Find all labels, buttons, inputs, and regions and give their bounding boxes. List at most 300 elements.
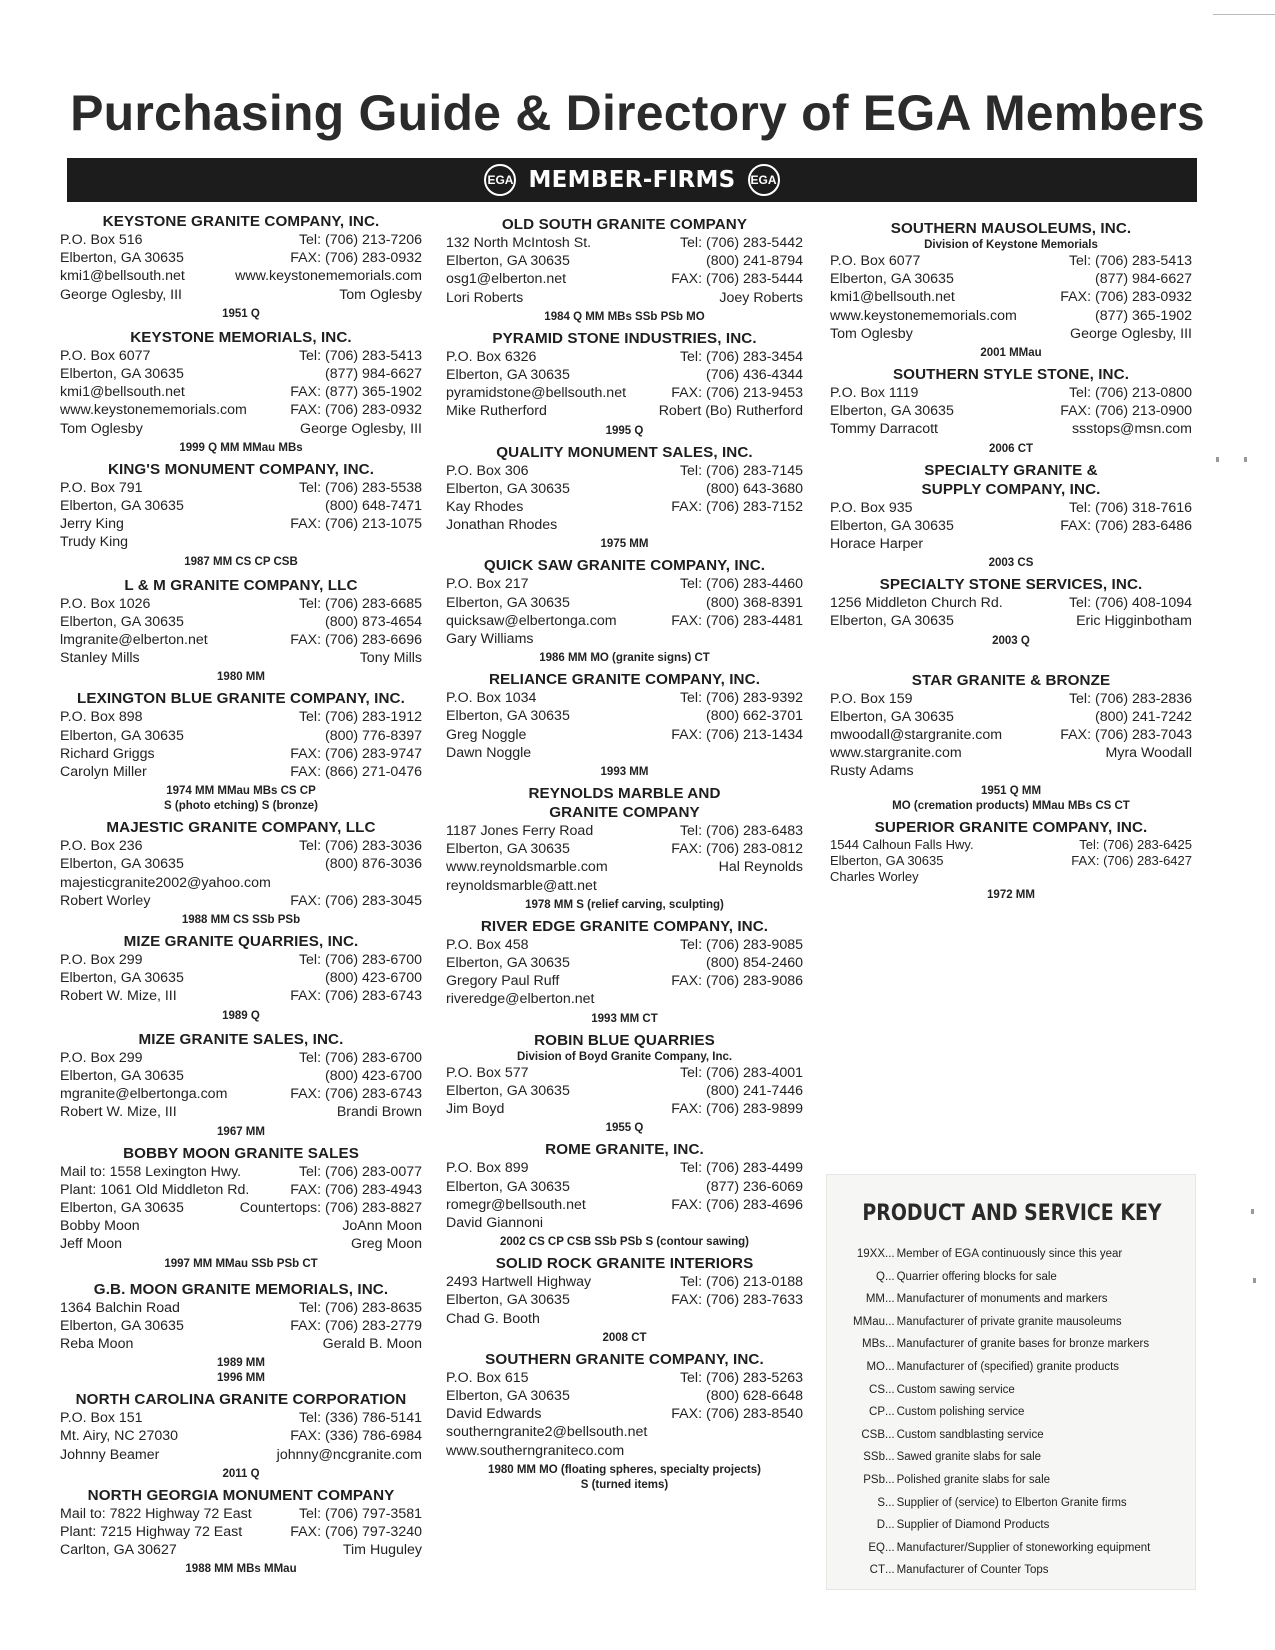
member-codes: 1980 MM xyxy=(217,671,265,684)
member-codes: 1993 MM xyxy=(600,766,649,779)
firm-name-line-2: SUPPLY COMPANY, INC. xyxy=(921,480,1101,498)
contact-right: Tony Mills xyxy=(359,650,422,667)
contact-left: Elberton, GA 30635 xyxy=(446,955,570,972)
key-description: Quarrier offering blocks for sale xyxy=(896,1270,1057,1283)
contact-line xyxy=(60,1523,422,1541)
firm-name: SOLID ROCK GRANITE INTERIORS xyxy=(495,1255,754,1273)
contact-line xyxy=(446,1442,803,1460)
contact-line xyxy=(60,231,422,249)
contact-line xyxy=(830,708,1192,726)
contact-left: Carlton, GA 30627 xyxy=(60,1542,177,1559)
member-codes: 2003 CS xyxy=(988,557,1034,570)
contact-left: P.O. Box 458 xyxy=(446,936,529,953)
contact-line xyxy=(60,1299,422,1317)
key-code: MMau xyxy=(853,1315,885,1328)
firm-name: OLD SOUTH GRANITE COMPANY xyxy=(501,216,748,233)
firm-name: RIVER EDGE GRANITE COMPANY, INC. xyxy=(480,917,769,935)
contact-left: Elberton, GA 30635 xyxy=(60,1199,184,1216)
contact-line xyxy=(830,837,1192,853)
contact-right: (877) 365-1902 xyxy=(1094,307,1192,324)
firm-name: KING'S MONUMENT COMPANY, INC. xyxy=(107,460,375,478)
key-dots: ... xyxy=(885,1338,895,1351)
contact-line xyxy=(830,384,1192,402)
contact-line xyxy=(446,234,803,252)
contact-line xyxy=(60,837,422,855)
contact-line xyxy=(830,594,1192,612)
scan-speck xyxy=(1244,457,1247,462)
contact-right: Hal Reynolds xyxy=(718,859,803,876)
contact-left: Bobby Moon xyxy=(60,1218,140,1235)
firm-entry xyxy=(60,328,422,456)
contact-line xyxy=(446,936,803,954)
key-dots: ... xyxy=(885,1406,895,1419)
firm-name: PYRAMID STONE INDUSTRIES, INC. xyxy=(492,329,757,347)
contact-line xyxy=(446,1387,803,1405)
key-code: CS xyxy=(869,1383,885,1396)
member-codes: 1995 Q xyxy=(605,424,644,437)
contact-left: Elberton, GA 30635 xyxy=(830,708,954,725)
contact-left: pyramidstone@bellsouth.net xyxy=(446,385,627,402)
firm-entry xyxy=(446,443,803,553)
contact-line xyxy=(60,969,422,987)
key-description: Manufacturer of (specified) granite products xyxy=(896,1360,1120,1373)
firm-name: ROME GRANITE, INC. xyxy=(545,1141,704,1159)
member-codes: 2002 CS CP CSB SSb PSb S (contour sawing) xyxy=(499,1236,749,1249)
contact-left: www.reynoldsmarble.com xyxy=(446,859,608,876)
firm-entry xyxy=(830,365,1192,457)
contact-left: Charles Worley xyxy=(830,868,919,884)
key-item xyxy=(827,1243,1197,1266)
contact-line xyxy=(446,1064,803,1082)
contact-right: FAX: (706) 283-0932 xyxy=(290,250,422,267)
contact-right: (800) 423-6700 xyxy=(324,1067,422,1084)
contact-right: (877) 236-6069 xyxy=(705,1178,803,1195)
member-codes: 1974 MM MMau MBs CS CP xyxy=(166,785,316,798)
member-codes: 2011 Q xyxy=(222,1467,260,1480)
contact-line xyxy=(60,987,422,1005)
firm-entry xyxy=(446,1254,803,1346)
contact-line xyxy=(446,1423,803,1441)
firm-name: G.B. MOON GRANITE MEMORIALS, INC. xyxy=(93,1280,389,1298)
contact-left: P.O. Box 615 xyxy=(446,1369,529,1386)
contact-left: P.O. Box 899 xyxy=(446,1160,529,1177)
contact-line xyxy=(60,1067,422,1085)
key-code: MO xyxy=(866,1360,885,1373)
contact-line xyxy=(60,1446,422,1464)
firm-entry xyxy=(446,329,803,439)
contact-right: Countertops: (706) 283-8827 xyxy=(239,1199,422,1216)
firm-entry xyxy=(446,784,803,913)
contact-left: Mike Rutherford xyxy=(446,403,547,420)
contact-left: Richard Griggs xyxy=(60,745,155,762)
key-description: Sawed granite slabs for sale xyxy=(896,1451,1042,1464)
contact-line xyxy=(60,1103,422,1121)
key-item xyxy=(827,1288,1197,1311)
firm-entry xyxy=(60,1390,422,1482)
firm-entry xyxy=(446,1031,803,1137)
contact-line xyxy=(830,762,1192,780)
firm-name: SUPERIOR GRANITE COMPANY, INC. xyxy=(874,818,1148,836)
firm-entry xyxy=(830,671,1192,814)
product-service-key xyxy=(826,1174,1196,1590)
contact-line xyxy=(830,252,1192,270)
contact-line xyxy=(446,575,803,593)
firm-name: BOBBY MOON GRANITE SALES xyxy=(123,1144,359,1162)
contact-right: Tel: (706) 283-8635 xyxy=(298,1299,422,1316)
contact-left: Rusty Adams xyxy=(830,763,914,780)
key-dots: ... xyxy=(885,1360,895,1373)
contact-line xyxy=(830,402,1192,420)
member-codes: 2008 CT xyxy=(602,1331,647,1344)
member-codes: 1972 MM xyxy=(987,888,1035,901)
contact-right: Tel: (706) 283-9392 xyxy=(679,690,803,707)
contact-right: George Oglesby, III xyxy=(300,420,422,437)
contact-line xyxy=(60,533,422,551)
key-code: PSb xyxy=(863,1473,885,1486)
contact-line xyxy=(60,1199,422,1217)
contact-left: P.O. Box 791 xyxy=(60,479,143,496)
contact-left: Reba Moon xyxy=(60,1335,134,1352)
contact-right: FAX: (706) 283-3045 xyxy=(290,892,422,909)
contact-left: P.O. Box 935 xyxy=(830,499,913,516)
firm-entry xyxy=(60,576,422,686)
contact-left: Elberton, GA 30635 xyxy=(60,1067,184,1084)
contact-line xyxy=(830,726,1192,744)
contact-line xyxy=(60,401,422,419)
contact-left: P.O. Box 6077 xyxy=(60,347,151,364)
contact-right: Tim Huguley xyxy=(342,1542,422,1559)
contact-line xyxy=(60,1541,422,1559)
firm-entry xyxy=(446,1350,803,1493)
key-dots: ... xyxy=(885,1383,895,1396)
scan-speck xyxy=(1251,1209,1254,1214)
contact-left: Jeff Moon xyxy=(60,1236,123,1253)
contact-right: FAX: (706) 283-8540 xyxy=(671,1406,803,1423)
firm-entry xyxy=(830,461,1192,572)
contact-right: (800) 854-2460 xyxy=(705,955,803,972)
firm-entry xyxy=(60,1144,422,1272)
contact-right: (800) 241-7446 xyxy=(705,1082,803,1099)
contact-right: Tel: (706) 283-6483 xyxy=(679,823,803,840)
member-codes: MO (cremation products) MMau MBs CS CT xyxy=(892,799,1130,812)
contact-right: FAX: (706) 283-6743 xyxy=(290,988,422,1005)
contact-right: Tel: (706) 283-4499 xyxy=(679,1160,803,1177)
contact-right: FAX: (706) 283-7152 xyxy=(671,499,803,516)
contact-left: P.O. Box 159 xyxy=(830,690,913,707)
contact-line xyxy=(60,708,422,726)
contact-left: Carolyn Miller xyxy=(60,764,147,781)
key-item xyxy=(827,1537,1197,1560)
contact-left: Trudy King xyxy=(60,534,129,551)
contact-line xyxy=(446,840,803,858)
contact-line xyxy=(446,1369,803,1387)
contact-left: www.keystonememorials.com xyxy=(60,402,247,419)
contact-right: Tel: (706) 283-2836 xyxy=(1068,690,1192,707)
key-dots: ... xyxy=(885,1270,895,1283)
firm-name: KEYSTONE GRANITE COMPANY, INC. xyxy=(102,213,380,230)
member-codes: 1999 Q MM MMau MBs xyxy=(179,441,303,454)
contact-right: FAX: (706) 213-9453 xyxy=(671,385,803,402)
member-codes: 1955 Q xyxy=(605,1122,644,1135)
contact-right: FAX: (706) 283-7633 xyxy=(671,1292,803,1309)
contact-right: Tel: (706) 283-6700 xyxy=(298,952,422,969)
contact-line xyxy=(446,384,803,402)
contact-left: Elberton, GA 30635 xyxy=(60,970,184,987)
contact-line xyxy=(446,1178,803,1196)
contact-left: Elberton, GA 30635 xyxy=(830,271,954,288)
firm-entry xyxy=(446,215,803,325)
contact-line xyxy=(446,270,803,288)
contact-left: Elberton, GA 30635 xyxy=(446,1082,570,1099)
key-description: Polished granite slabs for sale xyxy=(896,1473,1051,1486)
contact-line xyxy=(446,462,803,480)
contact-line xyxy=(830,288,1192,306)
contact-left: Elberton, GA 30635 xyxy=(830,403,954,420)
contact-left: Stanley Mills xyxy=(60,650,140,667)
contact-right: Eric Higginbotham xyxy=(1076,613,1192,630)
key-item xyxy=(827,1401,1197,1424)
key-dots: ... xyxy=(885,1293,895,1306)
contact-right: FAX: (336) 786-6984 xyxy=(290,1428,422,1445)
contact-right: (877) 984-6627 xyxy=(1094,271,1192,288)
contact-left: Kay Rhodes xyxy=(446,499,524,516)
contact-right: FAX: (706) 283-6696 xyxy=(290,632,422,649)
key-item xyxy=(827,1266,1197,1289)
member-codes: 1989 MM xyxy=(217,1357,265,1370)
contact-right: FAX: (706) 283-7043 xyxy=(1060,727,1192,744)
contact-right: Joey Roberts xyxy=(719,289,803,306)
contact-right: JoAnn Moon xyxy=(342,1218,422,1235)
member-codes: 1988 MM CS SSb PSb xyxy=(181,914,301,927)
directory-column-2 xyxy=(446,215,803,1497)
contact-line xyxy=(60,649,422,667)
contact-line xyxy=(60,365,422,383)
contact-left: Jim Boyd xyxy=(446,1101,505,1118)
contact-line xyxy=(60,892,422,910)
contact-line xyxy=(60,347,422,365)
contact-right: Tel: (706) 283-6685 xyxy=(298,595,422,612)
contact-right: (800) 648-7471 xyxy=(324,498,422,515)
member-codes: 1980 MM MO (floating spheres, specialty projects) xyxy=(488,1463,761,1476)
contact-left: P.O. Box 306 xyxy=(446,462,529,479)
contact-right: FAX: (706) 283-4481 xyxy=(671,612,803,629)
contact-right: Tel: (706) 408-1094 xyxy=(1068,595,1192,612)
contact-right: Tel: (706) 283-5538 xyxy=(298,479,422,496)
key-description: Manufacturer/Supplier of stoneworking equipment xyxy=(896,1541,1151,1554)
contact-left: kmi1@bellsouth.net xyxy=(60,268,185,285)
key-code: S xyxy=(877,1496,885,1509)
contact-line xyxy=(446,744,803,762)
contact-right: Tel: (706) 213-7206 xyxy=(298,232,422,248)
contact-line xyxy=(60,1085,422,1103)
contact-line xyxy=(60,383,422,401)
contact-line xyxy=(830,420,1192,438)
contact-right: FAX: (706) 283-9747 xyxy=(290,745,422,762)
contact-left: Elberton, GA 30635 xyxy=(446,708,570,725)
contact-line xyxy=(60,497,422,515)
contact-left: Mail to: 7822 Highway 72 East xyxy=(60,1505,252,1522)
contact-right: (706) 436-4344 xyxy=(705,367,803,384)
firm-division: Division of Keystone Memorials xyxy=(924,239,1098,251)
banner-label: MEMBER-FIRMS xyxy=(528,167,736,193)
firm-name: REYNOLDS MARBLE AND xyxy=(528,785,721,803)
member-codes: 2003 Q xyxy=(992,634,1030,647)
contact-line xyxy=(60,1335,422,1353)
member-codes: S (photo etching) S (bronze) xyxy=(164,800,318,813)
contact-line xyxy=(446,990,803,1008)
contact-left: P.O. Box 898 xyxy=(60,709,143,726)
firm-entry xyxy=(60,1030,422,1140)
contact-line xyxy=(60,479,422,497)
key-description: Custom sawing service xyxy=(896,1383,1015,1396)
contact-left: Dawn Noggle xyxy=(446,744,532,761)
contact-line xyxy=(446,289,803,307)
contact-left: Mail to: 1558 Lexington Hwy. xyxy=(60,1163,242,1180)
key-code: CP xyxy=(869,1406,885,1419)
contact-right: (800) 628-6648 xyxy=(705,1387,803,1404)
contact-line xyxy=(446,1214,803,1232)
contact-line xyxy=(60,1163,422,1181)
contact-left: Elberton, GA 30635 xyxy=(446,480,570,497)
contact-left: Elberton, GA 30635 xyxy=(446,594,570,611)
contact-left: Elberton, GA 30635 xyxy=(446,841,570,858)
contact-left: David Edwards xyxy=(446,1406,542,1423)
contact-right: www.keystonememorials.com xyxy=(235,268,422,285)
contact-line xyxy=(830,853,1192,869)
contact-left: Elberton, GA 30635 xyxy=(60,856,184,873)
firm-entry xyxy=(60,689,422,814)
key-description: Custom sandblasting service xyxy=(896,1428,1044,1441)
contact-line xyxy=(830,499,1192,517)
contact-right: FAX: (706) 213-1075 xyxy=(290,516,422,533)
contact-line xyxy=(60,855,422,873)
contact-line xyxy=(60,1317,422,1335)
contact-left: P.O. Box 1119 xyxy=(830,385,919,402)
contact-line xyxy=(60,631,422,649)
contact-left: Johnny Beamer xyxy=(60,1446,160,1463)
key-dots: ... xyxy=(885,1451,895,1464)
contact-left: kmi1@bellsouth.net xyxy=(60,384,185,401)
contact-left: majesticgranite2002@yahoo.com xyxy=(60,874,271,891)
contact-line xyxy=(60,613,422,631)
contact-right: FAX: (706) 797-3240 xyxy=(290,1523,422,1540)
contact-right: Gerald B. Moon xyxy=(322,1335,422,1352)
contact-left: Horace Harper xyxy=(830,536,924,553)
key-code: Q xyxy=(876,1270,885,1283)
contact-line xyxy=(60,1049,422,1067)
contact-left: Greg Noggle xyxy=(446,726,527,743)
contact-right: (800) 241-8794 xyxy=(705,253,803,270)
contact-left: Elberton, GA 30635 xyxy=(60,366,184,383)
contact-left: Elberton, GA 30635 xyxy=(446,367,570,384)
contact-right: FAX: (706) 283-6743 xyxy=(290,1086,422,1103)
contact-left: Elberton, GA 30635 xyxy=(830,852,944,868)
directory-column-3 xyxy=(830,219,1192,907)
firm-entry xyxy=(446,670,803,780)
contact-line xyxy=(446,348,803,366)
contact-right: FAX: (706) 283-5444 xyxy=(671,271,803,288)
contact-right: Tel: (706) 283-5413 xyxy=(1068,253,1192,269)
contact-line xyxy=(60,420,422,438)
contact-line xyxy=(60,1181,422,1199)
key-description: Supplier of (service) to Elberton Granite firms xyxy=(896,1496,1127,1509)
firm-entry xyxy=(446,1140,803,1250)
firm-entry xyxy=(830,818,1192,903)
key-code: SSb xyxy=(863,1451,885,1464)
firm-name: SOUTHERN STYLE STONE, INC. xyxy=(892,366,1130,384)
key-item xyxy=(827,1492,1197,1515)
member-codes: 2006 CT xyxy=(988,442,1034,455)
contact-line xyxy=(60,745,422,763)
member-codes: 2001 MMau xyxy=(980,347,1042,360)
key-code: MBs xyxy=(862,1338,885,1351)
contact-left: Plant: 1061 Old Middleton Rd. xyxy=(60,1181,250,1198)
contact-line xyxy=(60,515,422,533)
key-dots: ... xyxy=(885,1496,895,1509)
ega-seal-icon: EGA xyxy=(484,164,516,196)
contact-left: Elberton, GA 30635 xyxy=(446,253,570,270)
contact-line xyxy=(60,727,422,745)
contact-left: osg1@elberton.net xyxy=(446,271,567,288)
key-heading: PRODUCT AND SERVICE KEY xyxy=(862,1201,1162,1226)
contact-right: ssstops@msn.com xyxy=(1071,421,1192,438)
contact-line xyxy=(446,252,803,270)
contact-line xyxy=(446,726,803,744)
contact-left: P.O. Box 6077 xyxy=(830,253,921,269)
key-dots: ... xyxy=(885,1564,895,1577)
key-item xyxy=(827,1446,1197,1469)
contact-right: Robert (Bo) Rutherford xyxy=(658,403,803,420)
contact-line xyxy=(60,763,422,781)
firm-entry xyxy=(60,818,422,928)
key-description: Member of EGA continuously since this year xyxy=(896,1248,1123,1260)
contact-left: Jonathan Rhodes xyxy=(446,517,558,534)
key-dots: ... xyxy=(885,1428,895,1441)
contact-line xyxy=(446,689,803,707)
firm-entry xyxy=(60,932,422,1024)
contact-left: P.O. Box 217 xyxy=(446,576,529,593)
contact-left: George Oglesby, III xyxy=(60,286,182,303)
contact-left: 132 North McIntosh St. xyxy=(446,235,592,251)
key-description: Supplier of Diamond Products xyxy=(896,1519,1050,1532)
contact-line xyxy=(830,744,1192,762)
contact-left: reynoldsmarble@att.net xyxy=(446,877,597,894)
member-codes: 1951 Q MM xyxy=(980,784,1042,797)
contact-left: Elberton, GA 30635 xyxy=(60,613,184,630)
contact-left: Elberton, GA 30635 xyxy=(446,1387,570,1404)
key-code: 19XX xyxy=(856,1248,885,1260)
contact-right: FAX: (706) 283-0812 xyxy=(671,841,803,858)
contact-left: Elberton, GA 30635 xyxy=(60,727,184,744)
firm-name: KEYSTONE MEMORIALS, INC. xyxy=(130,328,352,346)
firm-entry xyxy=(60,460,422,570)
key-code: CSB xyxy=(861,1428,885,1441)
key-description: Manufacturer of private granite mausoleums xyxy=(896,1315,1122,1328)
member-codes: 1993 MM CT xyxy=(591,1012,658,1025)
contact-left: Robert W. Mize, III xyxy=(60,988,177,1005)
contact-left: 1187 Jones Ferry Road xyxy=(446,823,594,840)
contact-left: lmgranite@elberton.net xyxy=(60,632,208,649)
contact-line xyxy=(446,1405,803,1423)
firm-name: SPECIALTY GRANITE & xyxy=(924,461,1098,479)
contact-line xyxy=(446,1159,803,1177)
contact-right: (800) 876-3036 xyxy=(324,856,422,873)
firm-entry xyxy=(446,556,803,666)
contact-line xyxy=(446,972,803,990)
contact-line xyxy=(446,822,803,840)
contact-right: FAX: (706) 283-4696 xyxy=(671,1196,803,1213)
member-codes: 1984 Q MM MBs SSb PSb MO xyxy=(544,310,705,323)
